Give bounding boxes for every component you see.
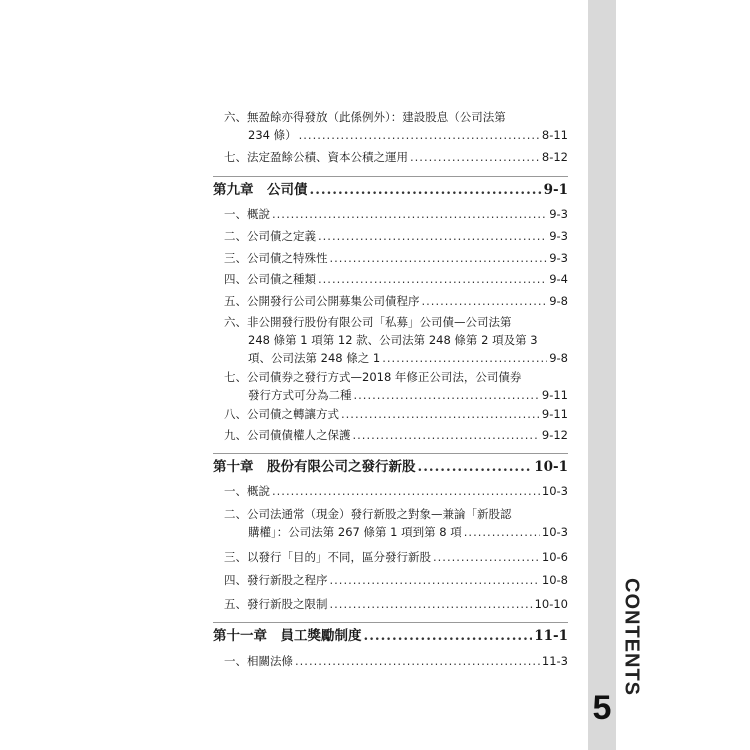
leader-dots [353, 426, 540, 444]
leader-dots [318, 227, 547, 245]
toc-entry-page: 9-3 [549, 229, 568, 243]
toc-entry-text: 四、公司債之種類 [224, 272, 316, 286]
chapter-page: 9-1 [543, 182, 568, 198]
chapter-divider [213, 176, 568, 177]
toc-entry-text: 八、公司債之轉讓方式 [224, 407, 339, 421]
toc-entry-text: 五、發行新股之限制 [224, 597, 328, 611]
toc-entry-text: 五、公開發行公司公開募集公司債程序 [224, 294, 420, 308]
toc-entry-text: 四、發行新股之程序 [224, 573, 328, 587]
side-tab-bar [588, 0, 616, 750]
toc-entry-text: 一、概說 [224, 484, 270, 498]
toc-entry-text: 234 條） [248, 128, 297, 142]
leader-dots [464, 523, 540, 541]
toc-entry-page: 11-3 [541, 654, 568, 668]
chapter-title: 第十章 股份有限公司之發行新股 [213, 459, 416, 475]
leader-dots [295, 652, 540, 670]
toc-entry[interactable] [224, 148, 568, 166]
leader-dots [410, 148, 540, 166]
leader-dots [330, 595, 533, 613]
leader-dots [354, 386, 540, 404]
leader-dots [272, 205, 547, 223]
leader-dots [330, 571, 540, 589]
toc-entry-text: 一、概說 [224, 207, 270, 221]
leader-dots [299, 126, 540, 144]
leader-dots [364, 626, 533, 646]
toc-entry-page: 8-11 [541, 128, 568, 142]
toc-entry[interactable] [224, 368, 568, 404]
leader-dots [330, 249, 548, 267]
chapter-title: 第十一章 員工獎勵制度 [213, 628, 362, 644]
toc-entry[interactable] [224, 313, 568, 367]
leader-dots [382, 349, 547, 367]
chapter-page: 10-1 [534, 459, 568, 475]
toc-entry[interactable] [224, 270, 568, 288]
toc-entry[interactable] [224, 426, 568, 444]
toc-entry-text: 購權」：公司法第 267 條第 1 項到第 8 項 [248, 525, 462, 539]
toc-entry[interactable] [224, 405, 568, 423]
toc-entry-page: 9-11 [541, 407, 568, 421]
leader-dots [433, 548, 540, 566]
toc-entry-text: 三、以發行「目的」不同，區分發行新股 [224, 550, 431, 564]
toc-entry-line: 七、公司債券之發行方式—2018 年修正公司法，公司債券 [224, 370, 522, 384]
toc-entry-text: 項、公司法第 248 條之 1 [248, 351, 381, 365]
toc-entry-page: 10-3 [541, 525, 568, 539]
toc-entry[interactable] [224, 108, 568, 144]
toc-entry-line: 六、非公開發行股份有限公司「私募」公司債—公司法第 [224, 315, 512, 329]
leader-dots [341, 405, 540, 423]
page-number: 5 [592, 689, 612, 727]
toc-entry[interactable] [224, 571, 568, 589]
toc-entry[interactable] [224, 205, 568, 223]
leader-dots [310, 180, 542, 200]
leader-dots [318, 270, 547, 288]
toc-entry-page: 10-3 [541, 484, 568, 498]
toc-entry-page: 9-11 [541, 388, 568, 402]
chapter-heading[interactable] [213, 457, 568, 477]
toc-entry[interactable] [224, 227, 568, 245]
leader-dots [418, 457, 533, 477]
toc-entry-text: 三、公司債之特殊性 [224, 251, 328, 265]
toc-entry-text: 一、相關法條 [224, 654, 293, 668]
chapter-heading[interactable] [213, 180, 568, 200]
leader-dots [422, 292, 548, 310]
toc-entry[interactable] [224, 548, 568, 566]
leader-dots [272, 482, 540, 500]
chapter-divider [213, 453, 568, 454]
toc-entry-page: 9-3 [549, 207, 568, 221]
contents-side-label: CONTENTS [620, 578, 643, 696]
toc-entry-page: 10-8 [541, 573, 568, 587]
toc-entry-line: 248 條第 1 項第 12 款、公司法第 248 條第 2 項及第 3 [248, 333, 538, 347]
chapter-page: 11-1 [534, 628, 568, 644]
toc-entry-line: 六、無盈餘亦得發放（此係例外）：建設股息（公司法第 [224, 110, 506, 124]
toc-entry-text: 九、公司債債權人之保護 [224, 428, 351, 442]
toc-entry-page: 9-8 [549, 351, 568, 365]
toc-entry-page: 10-10 [534, 597, 568, 611]
toc-entry-text: 二、公司債之定義 [224, 229, 316, 243]
toc-entry[interactable] [224, 505, 568, 541]
chapter-divider [213, 622, 568, 623]
toc-entry-page: 9-12 [541, 428, 568, 442]
toc-entry-page: 8-12 [541, 150, 568, 164]
toc-entry[interactable] [224, 249, 568, 267]
toc-entry-text: 七、法定盈餘公積、資本公積之運用 [224, 150, 408, 164]
toc-entry[interactable] [224, 652, 568, 670]
toc-entry-page: 9-8 [549, 294, 568, 308]
toc-entry[interactable] [224, 595, 568, 613]
toc-entry-line: 二、公司法通常（現金）發行新股之對象—兼論「新股認 [224, 507, 512, 521]
chapter-heading[interactable] [213, 626, 568, 646]
toc-entry-text: 發行方式可分為二種 [248, 388, 352, 402]
toc-entry-page: 10-6 [541, 550, 568, 564]
chapter-title: 第九章 公司債 [213, 182, 308, 198]
toc-entry[interactable] [224, 482, 568, 500]
toc-entry-page: 9-4 [549, 272, 568, 286]
toc-entry-page: 9-3 [549, 251, 568, 265]
toc-entry[interactable] [224, 292, 568, 310]
